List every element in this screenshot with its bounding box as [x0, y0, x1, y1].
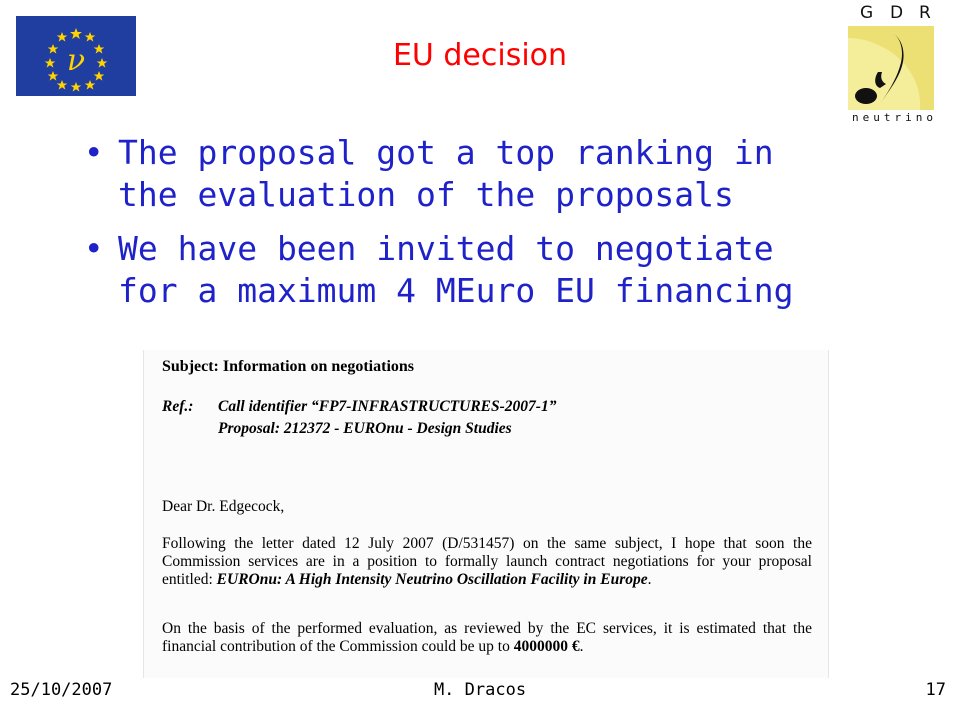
bullet-item	[80, 132, 850, 216]
letter-ref-call: Call identifier “FP7-INFRASTRUCTURES-2007-1”	[218, 398, 557, 415]
letter-paragraph-2	[162, 620, 812, 656]
letter-paragraph-2-end: .	[579, 638, 584, 655]
svg-text:G: G	[860, 3, 874, 23]
bullet-item	[80, 228, 850, 312]
bullet-text: We have been invited to negotiate for a maximum 4 MEuro EU financing	[118, 229, 794, 310]
svg-text:neutrino: neutrino	[852, 111, 937, 124]
letter-paragraph-1	[162, 535, 812, 589]
letter-paragraph-2-text: On the basis of the performed evaluation, as reviewed by the EC services, it is estimated that the financial contribution of the Commission could be up to	[162, 620, 812, 655]
bullet-text: The proposal got a top ranking in the evaluation of the proposals	[118, 133, 774, 214]
letter-subject: Subject: Information on negotiations	[162, 358, 415, 375]
letter-paragraph-1-text: Following the letter dated 12 July 2007 (D/531457) on the same subject, I hope that soon the Commission services are in a position to formally launch contract negotiations for your proposal entitled:	[162, 535, 812, 588]
letter-excerpt	[143, 350, 829, 678]
footer-date: 25/10/2007	[10, 680, 113, 700]
letter-paragraph-1-end: .	[647, 571, 652, 588]
letter-ref-label: Ref.:	[162, 398, 194, 415]
svg-text:ν: ν	[66, 43, 86, 78]
letter-greeting: Dear Dr. Edgecock,	[162, 498, 285, 515]
footer-author: M. Dracos	[433, 680, 527, 700]
svg-text:R: R	[919, 3, 931, 23]
slide-title: EU decision	[392, 38, 568, 73]
gdr-neutrino-logo-icon	[844, 0, 944, 124]
letter-proposal-title: EUROnu: A High Intensity Neutrino Oscillation Facility in Europe	[216, 571, 648, 588]
svg-text:D: D	[890, 3, 904, 23]
letter-ref-proposal: Proposal: 212372 - EUROnu - Design Studies	[218, 420, 512, 437]
footer-page-number: 17	[925, 680, 946, 700]
bullet-dot-icon: •	[84, 229, 104, 268]
bullet-list	[80, 132, 850, 324]
letter-amount: 4000000 €	[513, 638, 580, 655]
bullet-dot-icon: •	[84, 133, 104, 172]
